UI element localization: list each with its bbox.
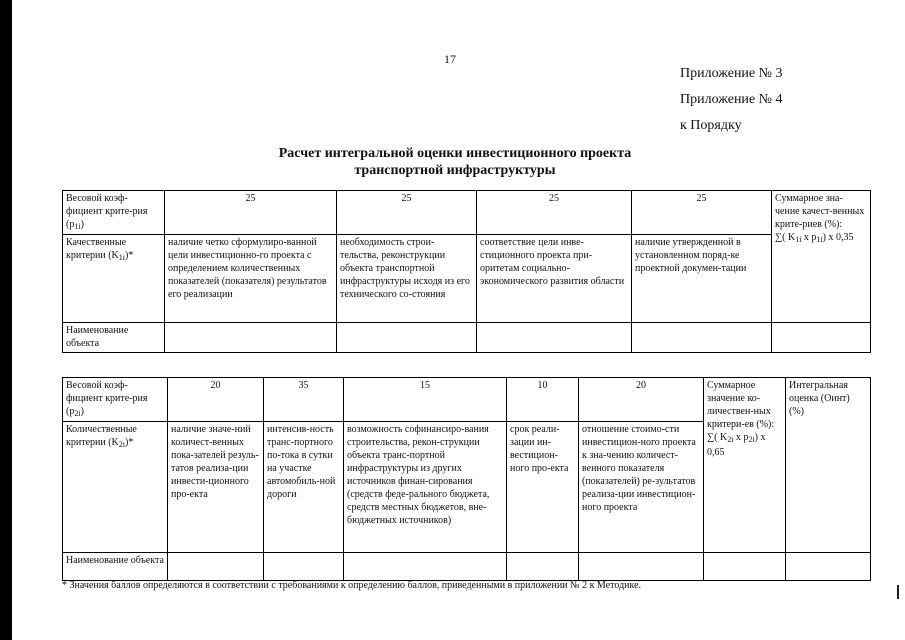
document-title-line-1: Расчет интегральной оценки инвестиционного проекта (278, 146, 632, 161)
weight-value: 25 (165, 191, 337, 235)
weight-value: 25 (632, 191, 772, 235)
scan-mark (897, 585, 899, 599)
criterion-cell: интенсив-ность транс-портного по-тока в сутки на участке автомобиль-ной дороги (264, 422, 344, 553)
criterion-cell: соответствие цели инве-стиционного проекта при-оритетам социально-экономического развития области (477, 235, 632, 323)
weight-value: 25 (477, 191, 632, 235)
page-number: 17 (444, 52, 456, 66)
criterion-cell: наличие утвержденной в установленном поряд-ке проектной докумен-тации (632, 235, 772, 323)
weight-label: Весовой коэф-фициент крите-рия $(p_{2i})$ (63, 378, 168, 422)
object-row (63, 553, 871, 581)
document-title-line-2: транспортной инфраструктуры (354, 163, 556, 178)
empty-cell (165, 323, 337, 353)
empty-cell (344, 553, 507, 581)
object-label: Наименование объекта (63, 323, 165, 353)
object-label: Наименование объекта (63, 553, 168, 581)
quantitative-criteria-table (62, 377, 871, 581)
empty-cell (579, 553, 704, 581)
quantitative-sum-cell: Суммарное значение ко-личествен-ных критери-ев (%): ∑( $K_{2i}$ x $p_{2i}$) x 0,65 (704, 378, 786, 553)
empty-cell (772, 323, 871, 353)
criteria-label: Количественные критерии $(K_{2i})*$ (63, 422, 168, 553)
weight-value: 20 (579, 378, 704, 422)
weight-value: 35 (264, 378, 344, 422)
scan-edge-bar (0, 0, 12, 640)
criterion-cell: возможность софинансиро-вания строительства, рекон-струкции объекта транс-портной инфраструктуры из других источников финан-сирования (средств феде-рального бюджета, средств местных бюджетов, вне-бюджетных источников) (344, 422, 507, 553)
criterion-cell: наличие четко сформулиро-ванной цели инвестиционно-го проекта с определением количественных показателей (показателя) результатов его реализации (165, 235, 337, 323)
weight-label: Весовой коэф-фициент крите-рия $(p_{1i})$ (63, 191, 165, 235)
weight-value: 25 (337, 191, 477, 235)
criterion-cell: наличие значе-ний количест-венных пока-зателей резуль-татов реализа-ции инвести-ционного про-екта (168, 422, 264, 553)
empty-cell (477, 323, 632, 353)
empty-cell (507, 553, 579, 581)
weights-row (63, 191, 871, 235)
integral-score-cell: Интегральная оценка (Оинт) (%) (786, 378, 871, 553)
empty-cell (786, 553, 871, 581)
weight-value: 15 (344, 378, 507, 422)
criterion-cell: срок реали-зации ин-вестицион-ного про-екта (507, 422, 579, 553)
qualitative-criteria-table (62, 190, 871, 353)
appendix-line-1: Приложение № 3 (680, 66, 783, 81)
criteria-row (63, 235, 871, 323)
weight-value: 20 (168, 378, 264, 422)
appendix-line-3: к Порядку (680, 118, 742, 133)
empty-cell (337, 323, 477, 353)
qualitative-sum-cell: Суммарное зна-чение качест-венных крите-риев (%): ∑( $K_{1i}$ x $p_{1i}$) x 0,35 (772, 191, 871, 323)
empty-cell (264, 553, 344, 581)
criterion-cell: отношение стоимо-сти инвестицион-ного проекта к зна-чению количест-венного показателя (показателей) ре-зультатов реализа-ции инвестицион-ного проекта (579, 422, 704, 553)
empty-cell (704, 553, 786, 581)
footnote: * Значения баллов определяются в соответствии с требованиями к определению баллов, приведенными в приложении № 2 к Методике. (62, 580, 642, 591)
object-row (63, 323, 871, 353)
appendix-line-2: Приложение № 4 (680, 92, 783, 107)
criterion-cell: необходимость строи-тельства, реконструкции объекта транспортной инфраструктуры исходя из его технического со-стояния (337, 235, 477, 323)
weights-row (63, 378, 871, 422)
criteria-label: Качественные критерии $(K_{1i})*$ (63, 235, 165, 323)
weight-value: 10 (507, 378, 579, 422)
empty-cell (632, 323, 772, 353)
empty-cell (168, 553, 264, 581)
